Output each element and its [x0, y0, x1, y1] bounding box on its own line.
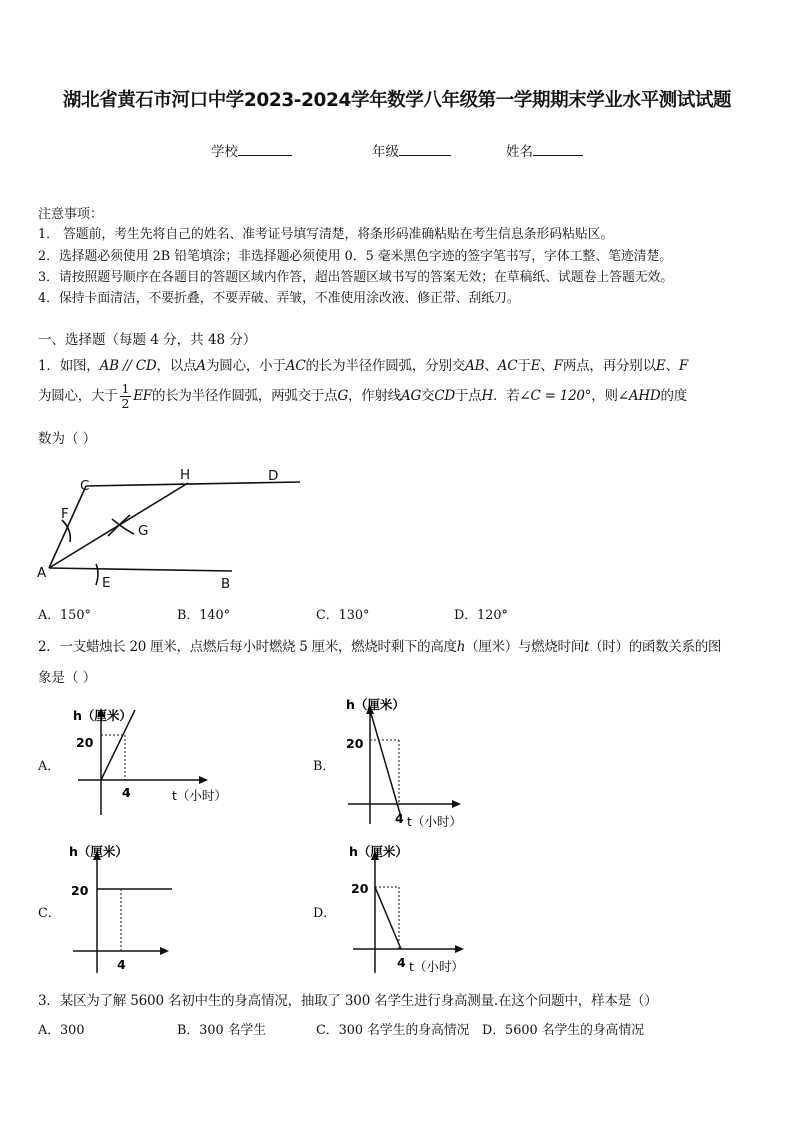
q2-line-2: 象是（ ）	[38, 670, 97, 686]
page-title: 湖北省黄石市河口中学2023-2024学年数学八年级第一学期期末学业水平测试试题	[62, 90, 732, 111]
q2-graph-b	[343, 692, 543, 837]
label-d: D	[268, 468, 279, 484]
label-h: H	[180, 467, 191, 483]
graph-b-ylabel: h（厘米）	[346, 697, 405, 712]
graph-a-yval: 20	[76, 735, 94, 750]
label-c: C	[80, 478, 90, 494]
q1-option-c[interactable]: C．130°	[316, 608, 370, 623]
label-g: G	[138, 523, 149, 539]
name-field[interactable]	[506, 140, 583, 160]
q1-option-a[interactable]: A．150°	[38, 608, 91, 623]
graph-b-xlabel: t（小时）	[407, 814, 462, 829]
notice-item-3: 3．请按照题号顺序在各题目的答题区域内作答，超出答题区域书写的答案无效；在草稿纸、试题卷上答题无效。	[38, 270, 674, 285]
fraction-one-half: $\frac{1}{2}$	[121, 381, 130, 411]
graph-b-yval: 20	[346, 736, 364, 751]
school-field[interactable]	[211, 140, 292, 160]
notice-item-1: 1． 答题前，考生先将自己的姓名、准考证号填写清楚，将条形码准确粘贴在考生信息条形码粘贴区。	[38, 227, 614, 242]
name-label: 姓名	[506, 144, 533, 160]
line-ab	[49, 568, 232, 571]
q3-option-b[interactable]: B．300 名学生	[177, 1023, 267, 1038]
graph-d-xlabel: t（小时）	[409, 959, 464, 974]
q1-line-2: 为圆心，大于 $\frac{1}{2}$ EF的长为半径作圆弧，两弧交于点G，作射线AG交CD于点H．若∠C = 120°，则∠AHD的度	[38, 381, 687, 411]
label-b: B	[221, 576, 231, 592]
graph-c-xval: 4	[117, 957, 126, 972]
q2-option-b[interactable]: B．	[313, 759, 336, 774]
label-e: E	[102, 575, 111, 591]
q1-option-d[interactable]: D．120°	[454, 608, 508, 623]
q3-option-a[interactable]: A．300	[38, 1023, 85, 1038]
notice-heading: 注意事项：	[38, 207, 104, 222]
q2-option-c[interactable]: C．	[38, 906, 61, 921]
q2-option-a[interactable]: A．	[38, 759, 61, 774]
q2-graph-c	[68, 840, 268, 975]
grade-field[interactable]	[372, 140, 451, 160]
q1-line-3: 数为（ ）	[38, 431, 97, 447]
graph-d-xval: 4	[397, 955, 406, 970]
q3-option-c[interactable]: C．300 名学生的身高情况	[316, 1023, 470, 1038]
notice-item-4: 4．保持卡面清洁，不要折叠，不要弄破、弄皱，不准使用涂改液、修正带、刮纸刀。	[38, 291, 520, 306]
label-f: F	[61, 506, 69, 522]
arc-e	[96, 564, 98, 585]
graph-b-xval: 4	[395, 811, 404, 826]
graph-a-xlabel: t（小时）	[172, 788, 227, 803]
section-heading: 一、选择题（每题 4 分，共 48 分）	[38, 332, 257, 348]
q1-option-b[interactable]: B．140°	[177, 608, 231, 623]
school-label: 学校	[211, 144, 238, 160]
q2-option-d[interactable]: D．	[313, 906, 337, 921]
q2-graph-a	[68, 700, 268, 820]
graph-d-ylabel: h（厘米）	[349, 844, 408, 859]
q2-graph-d	[343, 840, 543, 980]
q1-figure	[30, 460, 320, 595]
grade-label: 年级	[372, 144, 399, 160]
graph-c-ylabel: h（厘米）	[69, 844, 128, 859]
label-a: A	[37, 565, 47, 581]
graph-d-yval: 20	[351, 881, 369, 896]
notice-item-2: 2．选择题必须使用 2B 铅笔填涂；非选择题必须使用 0．5 毫米黑色字迹的签字笔书写，字体工整、笔迹清楚。	[38, 249, 673, 264]
q3-stem: 3．某区为了解 5600 名初中生的身高情况，抽取了 300 名学生进行身高测量.在这个问题中，样本是（）	[38, 993, 658, 1009]
graph-a-ylabel: h（厘米）	[73, 708, 132, 723]
graph-a-xval: 4	[122, 785, 131, 800]
graph-c-yval: 20	[71, 883, 89, 898]
q3-option-d[interactable]: D．5600 名学生的身高情况	[482, 1023, 645, 1038]
q2-line-1: 2．一支蜡烛长 20 厘米，点燃后每小时燃烧 5 厘米，燃烧时剩下的高度h（厘米）与燃烧时间t（时）的函数关系的图	[38, 639, 722, 655]
q1-line-1: 1．如图，AB // CD，以点A为圆心，小于AC的长为半径作圆弧，分别交AB、AC于E、F两点，再分别以E、F	[38, 358, 689, 374]
